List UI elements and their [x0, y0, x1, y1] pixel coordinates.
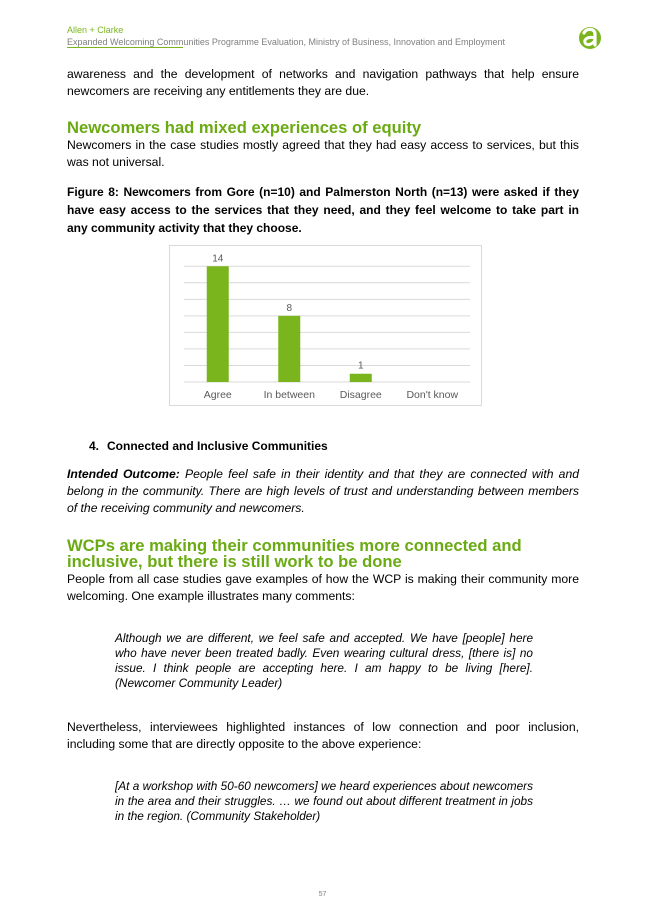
quote-community-stakeholder: [At a workshop with 50-60 newcomers] we heard experiences about newcomers in the area and their struggles. … we found out about different treatment in jobs in the region. (Community Stakeholder) [115, 779, 533, 823]
bar-agree [207, 266, 229, 382]
data-label: 1 [357, 360, 364, 372]
section-4-heading [89, 438, 328, 454]
figure-caption: Figure 8: Newcomers from Gore (n=10) and Palmerston North (n=13) were asked if they have easy access to the services that they need, and they feel welcome to take part in any community activity that they choose. [67, 185, 579, 235]
bar-chart [169, 245, 482, 406]
bar-disagree [350, 374, 372, 382]
section-4-title: Connected and Inclusive Communities [107, 439, 328, 453]
quote-newcomer-leader: Although we are different, we feel safe and accepted. We have [people] here who have never been treated badly. Even wearing cultural dress, [there is] no issue. I think people are accepting here. I am happy to be living [here]. (Newcomer Community Leader) [115, 631, 533, 690]
nevertheless-paragraph: Nevertheless, interviewees highlighted instances of low connection and poor inclusion, including some that are directly opposite to the above experience: [67, 720, 579, 751]
header-brand: Allen + Clarke [67, 25, 124, 35]
section-heading-equity: Newcomers had mixed experiences of equity [67, 118, 422, 137]
intended-outcome-text: People feel safe in their identity and that they are connected with and belong in the community. There are high levels of trust and understanding between members of the receiving community and newcomers. [67, 467, 579, 515]
section-heading-connected: WCPs are making their communities more connected and inclusive, but there is still work to be done [67, 536, 522, 571]
x-tick-label: In between [263, 389, 315, 401]
allen-clarke-logo-icon [578, 24, 602, 50]
x-tick-label: Disagree [339, 389, 382, 401]
bar-in-between [278, 316, 300, 382]
header-rule [67, 47, 183, 48]
data-label: 14 [212, 253, 224, 265]
data-label: 8 [286, 302, 293, 314]
section-4-number: 4. [89, 439, 100, 453]
intended-outcome-label: Intended Outcome: [67, 467, 180, 481]
page-number: 57 [318, 891, 327, 898]
intro-paragraph: awareness and the development of networks and navigation pathways that help ensure newcomers are receiving any entitlements they are due. [67, 67, 579, 98]
connected-paragraph: People from all case studies gave examples of how the WCP is making their community more welcoming. One example illustrates many comments: [67, 572, 579, 603]
running-header [67, 25, 567, 48]
header-subtitle: Expanded Welcoming Communities Programme Evaluation, Ministry of Business, Innovation and Employment [67, 37, 506, 47]
bar-chart-svg [170, 246, 483, 407]
equity-paragraph: Newcomers in the case studies mostly agreed that they had easy access to services, but this was not universal. [67, 138, 579, 169]
x-tick-label: Agree [203, 389, 232, 401]
intended-outcome [67, 466, 579, 517]
x-tick-label: Don't know [406, 389, 459, 401]
